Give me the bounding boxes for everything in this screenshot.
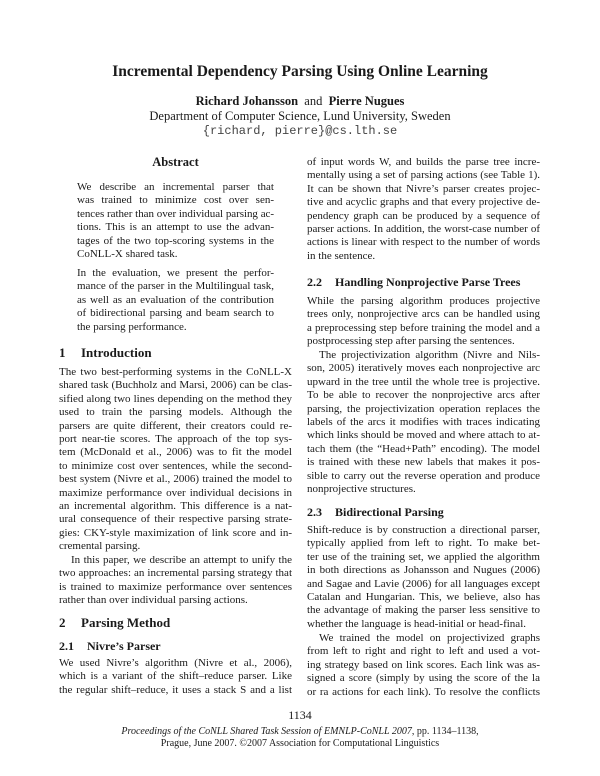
paper-title: Incremental Dependency Parsing Using Online Learning — [112, 63, 488, 80]
text-line: ural consequence of their respective parsing strate- — [59, 513, 292, 526]
subsection-heading-nonprojective — [307, 275, 540, 289]
text-line: to minimize cost over sentences, while the second- — [59, 459, 292, 472]
text-line: labels of the arcs it modifies with traces indicating — [307, 415, 540, 428]
text-line: The projectivization algorithm (Nivre and Nils- — [319, 349, 540, 361]
text-line: We describe an incremental parser that — [77, 181, 274, 193]
text-line: We trained the model on projectivized graphs — [319, 632, 540, 644]
authors — [0, 94, 600, 109]
author-name: Pierre Nugues — [328, 94, 405, 108]
section-heading-introduction — [59, 345, 292, 360]
text-line: While the parsing algorithm produces projective — [307, 295, 540, 307]
text-line: cremental parsing. — [59, 540, 141, 553]
footer-proceedings — [0, 727, 600, 737]
abstract-paragraph — [77, 181, 274, 261]
text-line: used to train the parsing models. Although the — [59, 406, 292, 419]
body-paragraph — [307, 632, 540, 699]
text-line: gies: CKY-style maximization of link score and in- — [59, 526, 292, 539]
text-line: typically applied from left to right. To make bet- — [307, 537, 540, 550]
section-number: 2.2 — [307, 275, 322, 289]
text-line: two approaches: an incremental parsing strategy that — [59, 567, 292, 580]
text-line: as well as an evaluation of the contribution — [77, 293, 274, 306]
text-line: from left to right and right to left and used a vot- — [307, 645, 540, 658]
text-line: maximize performance over individual decisions in — [59, 486, 292, 499]
body-paragraph — [307, 524, 540, 631]
section-title: Nivre’s Parser — [87, 639, 161, 653]
section-heading-parsing-method — [59, 615, 292, 630]
section-title: Handling Nonprojective Parse Trees — [335, 275, 521, 289]
text-line: tach them (the “Head+Path” encoding). The model — [307, 442, 540, 455]
text-line: actions is linear with respect to the number of words — [307, 236, 540, 249]
text-line: whether the language is head-initial or head-final. — [307, 617, 526, 630]
text-line: is trained to maximize performance over sentences — [59, 580, 292, 593]
footer-copyright: Prague, June 2007. ©2007 Association for Computational Linguistics — [160, 738, 440, 749]
section-number: 1 — [59, 345, 66, 360]
footer-venue: Proceedings of the CoNLL Shared Task Session of EMNLP-CoNLL 2007 — [121, 726, 412, 737]
section-number: 2.3 — [307, 505, 322, 519]
text-line: which is a variant of the shift–reduce parser. Like — [59, 670, 292, 683]
text-line: In the evaluation, we present the perfor- — [77, 267, 274, 279]
text-line: sified along two lines depending on the method they — [59, 392, 292, 405]
body-paragraph — [59, 554, 292, 608]
text-line: tions. This is an attempt to use the advan- — [77, 221, 274, 234]
text-line: CoNLL-X shared task. — [77, 247, 178, 260]
text-line: son, 2005) iteratively moves each nonprojective arc — [307, 362, 540, 375]
text-line: in the sentence. — [307, 249, 376, 262]
text-line: To be able to recover the nonprojective arcs after — [307, 389, 540, 402]
body-paragraph — [307, 156, 540, 263]
text-line: the parsing performance. — [77, 320, 187, 333]
text-line: tages of the two top-scoring systems in the — [77, 234, 274, 247]
text-line: of input words W, and builds the parse tree incre- — [307, 156, 540, 168]
body-paragraph — [307, 295, 540, 349]
text-line: nonprojective structures. — [307, 482, 416, 495]
author-conjunction: and — [304, 94, 323, 108]
author-name: Richard Johansson — [195, 94, 299, 108]
email: {richard, pierre}@cs.lth.se — [202, 124, 398, 138]
text-line: the advantage of making the parser less sensitive to — [307, 604, 540, 617]
subsection-heading-nivres-parser — [59, 639, 292, 653]
text-line: tive and acyclic graphs and that every projective de- — [307, 196, 540, 209]
text-line: best system (Nivre et al., 2006) trained the model to — [59, 473, 292, 486]
subsection-heading-bidirectional — [307, 505, 540, 519]
text-line: postprocessing step after parsing the sentences. — [307, 335, 515, 348]
affiliation: Department of Computer Science, Lund University, Sweden — [149, 109, 451, 123]
text-line: a preprocessing step before training the model and a — [307, 321, 540, 334]
text-line: The two best-performing systems in the CoNLL-X — [59, 366, 292, 378]
text-line: tem (McDonald et al., 2006) was to fit the model — [59, 446, 292, 459]
text-line: In this paper, we describe an attempt to unify the — [71, 554, 292, 566]
body-paragraph — [59, 657, 292, 697]
text-line: an incremental algorithm. This difference is a nat- — [59, 499, 292, 512]
text-line: in both directions as Johansson and Nugues (2006) — [307, 564, 540, 577]
text-line: parsers are quite different, their creators could re- — [59, 419, 292, 432]
body-paragraph — [59, 366, 292, 553]
abstract-paragraph — [77, 267, 274, 334]
text-line: parser actions. In addition, the worst-case number of — [307, 222, 540, 235]
text-line: signed a score (simply by using the score of the la — [307, 672, 540, 685]
body-paragraph — [307, 349, 540, 496]
footer-pages: , pp. 1134–1138, — [411, 726, 479, 737]
text-line: of bidirectional parsing and beam search to — [77, 307, 274, 320]
section-title: Parsing Method — [81, 615, 171, 630]
text-line: It can be shown that Nivre’s parser creates projec- — [307, 182, 540, 195]
text-line: port near-tie scores. The approach of the top sys- — [59, 432, 292, 445]
text-line: shared task (Buchholz and Marsi, 2006) can be clas- — [59, 379, 292, 392]
page-number: 1134 — [288, 708, 312, 722]
text-line: or ra actions for each link). To resolve the conflicts — [307, 685, 540, 698]
text-line: trees only, nonprojective arcs can be handled using — [307, 308, 540, 321]
section-title: Bidirectional Parsing — [335, 505, 444, 519]
text-line: was trained to minimize cost over sen- — [77, 194, 274, 207]
text-line: and Sagae and Lavie (2006) for all languages except — [307, 577, 540, 590]
text-line: Catalan and Hungarian. This, we believe, also has — [307, 590, 540, 603]
section-title: Introduction — [81, 345, 152, 360]
text-line: rather than over individual parsing actions. — [59, 594, 248, 607]
text-line: is trained with these new labels that makes it pos- — [307, 456, 540, 469]
text-line: tences rather than over individual parsing ac- — [77, 207, 274, 220]
text-line: parsing, the projectivization operation replaces the — [307, 402, 540, 415]
text-line: the regular shift–reduce, it uses a stack S and a list — [59, 683, 292, 696]
text-line: mentally using a set of parsing actions (see Table 1). — [307, 169, 540, 182]
abstract-heading: Abstract — [152, 155, 199, 169]
text-line: mance of the parser in the Multilingual task, — [77, 280, 274, 293]
section-number: 2.1 — [59, 639, 74, 653]
text-line: ter use of the training set, we applied the algorithm — [307, 550, 540, 563]
text-line: ing strategy based on link scores. Each link was as- — [307, 658, 540, 671]
text-line: sible to carry out the reverse operation and produce — [307, 469, 540, 482]
section-number: 2 — [59, 615, 66, 630]
text-line: We used Nivre’s algorithm (Nivre et al., 2006), — [59, 657, 292, 669]
text-line: upward in the tree until the whole tree is projective. — [307, 375, 540, 388]
text-line: pendency graph can be produced by a sequence of — [307, 209, 540, 222]
text-line: which links should be moved and where attach to at- — [307, 429, 540, 442]
text-line: Shift-reduce is by construction a directional parser, — [307, 524, 540, 536]
